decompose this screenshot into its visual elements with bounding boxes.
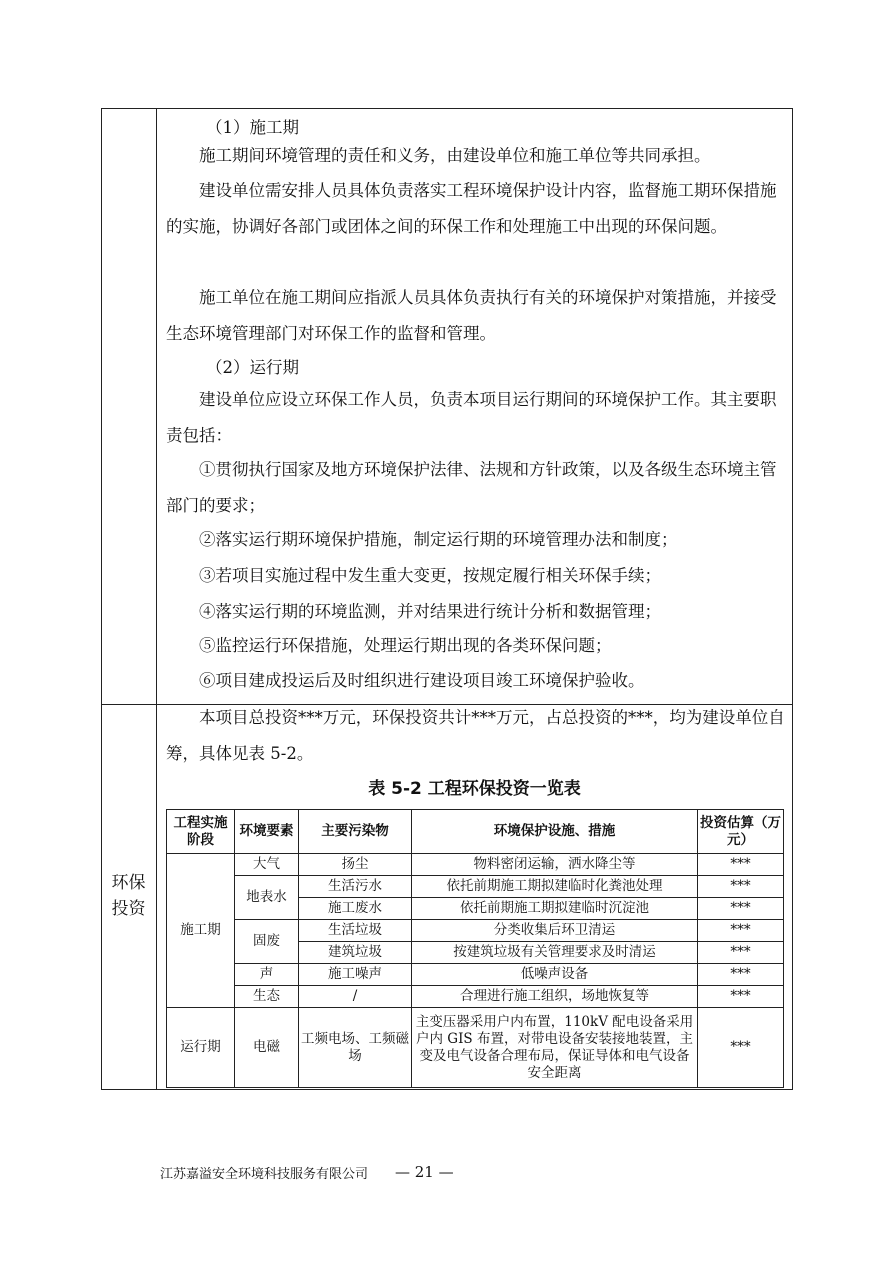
section-label-text: 环保投资 <box>111 873 146 919</box>
pollutant-cell: 施工废水 <box>299 898 412 920</box>
pollutant-cell: 工频电场、工频磁场 <box>299 1008 412 1088</box>
element-cell: 电磁 <box>235 1008 299 1088</box>
cost-cell: *** <box>698 986 784 1008</box>
table-row <box>167 986 784 1008</box>
table-row <box>167 964 784 986</box>
table-row <box>167 876 784 898</box>
list-item: ⑤监控运行环保措施，处理运行期出现的各类环保问题； <box>199 636 612 655</box>
element-cell: 声 <box>235 964 299 986</box>
measure-cell: 低噪声设备 <box>412 964 698 986</box>
header-stage: 工程实施阶段 <box>167 810 235 854</box>
cost-cell: *** <box>698 854 784 876</box>
measure-cell: 主变压器采用户内布置，110kV 配电设备采用户内 GIS 布置，对带电设备安装接地装置，主变及电气设备合理布局，保证导体和电气设备安全距离 <box>412 1008 698 1088</box>
pollutant-cell: 施工噪声 <box>299 964 412 986</box>
pollutant-cell: 生活垃圾 <box>299 920 412 942</box>
measure-cell: 依托前期施工期拟建临时化粪池处理 <box>412 876 698 898</box>
list-item: ④落实运行期的环境监测，并对结果进行统计分析和数据管理； <box>199 602 661 621</box>
table-row <box>167 920 784 942</box>
cost-cell: *** <box>698 1008 784 1088</box>
para-contractor-duty: 施工单位在施工期间应指派人员具体负责执行有关的环境保护对策措施，并接受生态环境管理部门对环保工作的监督和管理。 <box>166 288 777 343</box>
cost-cell: *** <box>698 964 784 986</box>
table-title: 表 5-2 工程环保投资一览表 <box>368 779 581 799</box>
element-cell: 大气 <box>235 854 299 876</box>
list-item: ①贯彻执行国家及地方环境保护法律、法规和方针政策，以及各级生态环境主管部门的要求； <box>166 460 777 515</box>
table-row <box>167 854 784 876</box>
list-item: ⑥项目建成投运后及时组织进行建设项目竣工环境保护验收。 <box>199 671 645 690</box>
header-measure: 环境保护设施、措施 <box>412 810 698 854</box>
pollutant-cell: / <box>299 986 412 1008</box>
header-element: 环境要素 <box>235 810 299 854</box>
heading-operation: （2）运行期 <box>206 358 299 377</box>
element-cell: 固废 <box>235 920 299 964</box>
para-operation-duty: 建设单位应设立环保工作人员，负责本项目运行期间的环境保护工作。其主要职责包括： <box>166 390 777 445</box>
investment-table <box>166 809 784 1088</box>
para-construction-duty: 施工期间环境管理的责任和义务，由建设单位和施工单位等共同承担。 <box>199 146 711 165</box>
list-item: ②落实运行期环境保护措施，制定运行期的环境管理办法和制度； <box>199 530 678 549</box>
cost-cell: *** <box>698 876 784 898</box>
footer-company: 江苏嘉溢安全环境科技服务有限公司 <box>160 1167 369 1182</box>
stage-cell: 施工期 <box>167 854 235 1008</box>
page-number: — 21 — <box>395 1163 454 1181</box>
header-cost: 投资估算（万元） <box>698 810 784 854</box>
measure-cell: 分类收集后环卫清运 <box>412 920 698 942</box>
header-pollutant: 主要污染物 <box>299 810 412 854</box>
pollutant-cell: 建筑垃圾 <box>299 942 412 964</box>
pollutant-cell: 扬尘 <box>299 854 412 876</box>
table-row <box>167 1008 784 1088</box>
cost-cell: *** <box>698 898 784 920</box>
heading-construction: （1）施工期 <box>206 118 299 137</box>
cost-cell: *** <box>698 942 784 964</box>
list-item: ③若项目实施过程中发生重大变更，按规定履行相关环保手续； <box>199 566 661 585</box>
measure-cell: 按建筑垃圾有关管理要求及时清运 <box>412 942 698 964</box>
measure-cell: 合理进行施工组织，场地恢复等 <box>412 986 698 1008</box>
measure-cell: 物料密闭运输，洒水降尘等 <box>412 854 698 876</box>
column-divider <box>156 108 157 1090</box>
pollutant-cell: 生活污水 <box>299 876 412 898</box>
element-cell: 生态 <box>235 986 299 1008</box>
measure-cell: 依托前期施工期拟建临时沉淀池 <box>412 898 698 920</box>
table-header-row <box>167 810 784 854</box>
para-investment-intro: 本项目总投资***万元，环保投资共计***万元，占总投资的***，均为建设单位自筹，具体见表 5-2。 <box>166 708 785 763</box>
element-cell: 地表水 <box>235 876 299 920</box>
para-builder-duty: 建设单位需安排人员具体负责落实工程环境保护设计内容，监督施工期环保措施的实施，协调好各部门或团体之间的环保工作和处理施工中出现的环保问题。 <box>166 181 777 236</box>
stage-cell: 运行期 <box>167 1008 235 1088</box>
section-label-investment <box>101 870 156 922</box>
cost-cell: *** <box>698 920 784 942</box>
